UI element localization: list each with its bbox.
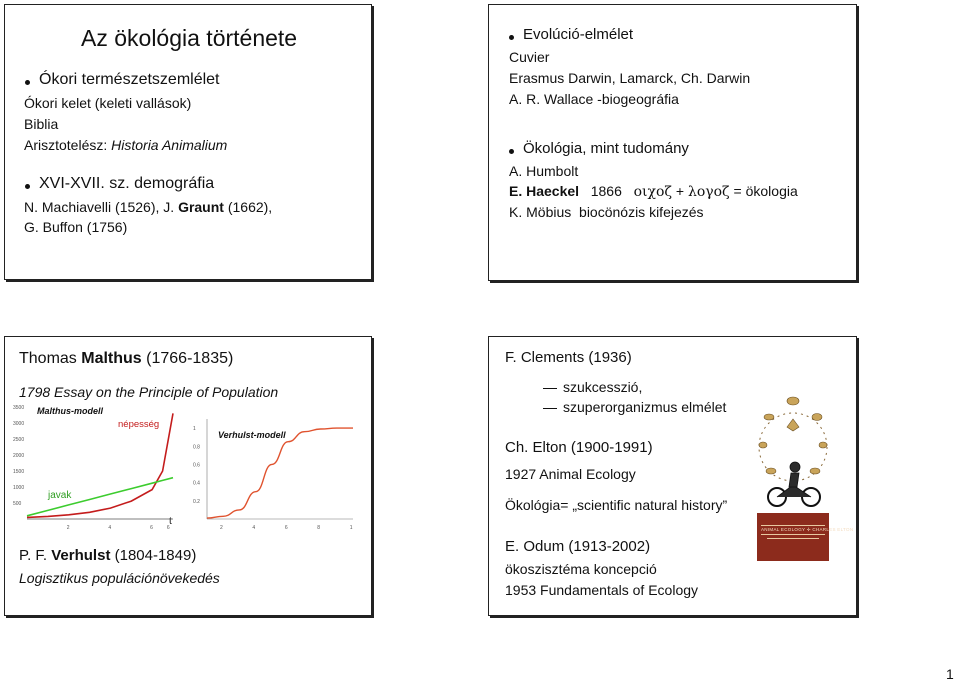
- dash-marker: [543, 408, 557, 409]
- slide-title: Az ökológia története: [81, 25, 298, 51]
- growth-models-chart: [5, 399, 371, 545]
- text-line: Cuvier: [509, 49, 550, 65]
- slide-ecologists: [488, 336, 857, 616]
- slide-history: [4, 4, 372, 280]
- slide-malthus: [4, 336, 372, 616]
- text-line: [24, 199, 272, 215]
- slide-heading: [19, 350, 233, 368]
- verhulst-x-tick: 8: [317, 525, 321, 531]
- verhulst-x-tick: 2: [219, 525, 223, 531]
- text-part: P. F.: [19, 547, 52, 564]
- slide-evolution: [488, 4, 857, 281]
- logistic-line: [207, 428, 353, 518]
- text-line: 1927 Animal Ecology: [505, 466, 636, 482]
- text-line: Ch. Elton (1900-1991): [505, 439, 653, 456]
- book-title-text: Historia Animalium: [111, 137, 228, 153]
- page-number: 1: [946, 666, 954, 682]
- text-line: Ókori kelet (keleti vallások): [24, 95, 192, 111]
- text-line: G. Buffon (1756): [24, 219, 128, 235]
- text-line: ökoszisztéma koncepció: [505, 561, 657, 577]
- verhulst-y-tick: 0.6: [193, 462, 200, 469]
- series-label-population: népesség: [118, 419, 160, 430]
- text-line: A. Humbolt: [509, 163, 579, 179]
- animal-illustration: [757, 387, 829, 511]
- malthus-y-tick: 3000: [13, 421, 25, 427]
- malthus-y-tick: 500: [13, 501, 22, 507]
- verhulst-title: Verhulst-modell: [218, 430, 286, 440]
- dash-marker: [543, 388, 557, 389]
- text-part-bold: Malthus: [81, 350, 142, 367]
- bullet: [25, 184, 30, 189]
- malthus-plot: [13, 405, 173, 531]
- verhulst-y-tick: 0.2: [193, 498, 200, 505]
- malthus-y-tick: 1500: [13, 469, 25, 475]
- text-part: +: [675, 183, 685, 199]
- essay-title: 1798 Essay on the Principle of Population: [19, 384, 279, 400]
- text-part: biocönózis kifejezés: [579, 204, 704, 220]
- series-label-goods: javak: [48, 490, 72, 501]
- malthus-y-tick: 1000: [13, 485, 25, 491]
- verhulst-x-tick: 4: [252, 525, 256, 531]
- malthus-x-tick: 6: [150, 525, 153, 531]
- bullet-heading: XVI-XVII. sz. demográfia: [39, 175, 215, 192]
- verhulst-y-tick: 0.8: [193, 444, 200, 451]
- logistic-caption: Logisztikus populációnövekedés: [19, 570, 220, 586]
- verhulst-heading: [19, 547, 196, 564]
- verhulst-y-tick: 0.4: [193, 480, 200, 487]
- text-line: 1953 Fundamentals of Ecology: [505, 582, 699, 598]
- greek-oikos: οιχοζ: [633, 184, 672, 200]
- text-line: E. Odum (1913-2002): [505, 538, 651, 555]
- malthus-x-tick: 4: [108, 525, 112, 531]
- text-line: szuperorganizmus elmélet: [563, 399, 727, 415]
- malthus-x-tick: 6: [166, 525, 170, 531]
- bullet: [25, 80, 30, 85]
- text-part: N. Machiavelli (1526), J.: [24, 199, 179, 215]
- malthus-x-tick: 2: [66, 525, 70, 531]
- malthus-x-label: t: [169, 516, 172, 527]
- book-rule: [767, 538, 819, 539]
- verhulst-x-tick: 6: [284, 525, 288, 531]
- malthus-y-tick: 2000: [13, 453, 25, 459]
- text-part-bold: Graunt: [178, 199, 224, 215]
- malthus-y-tick: 3500: [13, 405, 25, 411]
- text-line: [509, 204, 704, 220]
- verhulst-y-tick: 1: [193, 426, 196, 433]
- bullet: [509, 149, 514, 154]
- text-part: Arisztotelész:: [24, 137, 112, 153]
- text-part: 1866: [590, 183, 622, 199]
- verhulst-x-tick: 1: [349, 525, 353, 531]
- malthus-title: Malthus-modell: [37, 406, 104, 416]
- text-part: = ökologia: [733, 183, 798, 199]
- bullet-heading: Ökológia, mint tudomány: [523, 140, 689, 157]
- verhulst-plot: [193, 419, 353, 531]
- text-line: Erasmus Darwin, Lamarck, Ch. Darwin: [509, 70, 751, 86]
- bullet: [509, 35, 514, 40]
- text-part-bold: E. Haeckel: [509, 183, 580, 199]
- text-part: K. Möbius: [509, 204, 572, 220]
- text-part: (1766-1835): [141, 350, 234, 367]
- text-line: Ökológia= „scientific natural history”: [505, 497, 728, 513]
- book-cover: [757, 513, 854, 561]
- text-line: A. R. Wallace -biogeográfia: [509, 91, 679, 107]
- bullet-heading: Ókori természetszemlélet: [39, 71, 220, 88]
- text-line: F. Clements (1936): [505, 349, 632, 366]
- greek-logos: λογοζ: [687, 184, 730, 200]
- text-part: (1662),: [223, 199, 273, 215]
- book-title: ANIMAL ECOLOGY ✢ CHARLES ELTON: [761, 525, 825, 535]
- text-line: szukcesszió,: [563, 379, 643, 395]
- text-part: (1804-1849): [110, 547, 197, 564]
- text-line: Biblia: [24, 116, 59, 132]
- text-part: Thomas: [19, 350, 82, 367]
- bullet-heading: Evolúció-elmélet: [523, 26, 634, 43]
- malthus-y-tick: 2500: [13, 437, 25, 443]
- text-line: [509, 183, 798, 200]
- text-line: [24, 137, 227, 153]
- text-part-bold: Verhulst: [51, 547, 111, 564]
